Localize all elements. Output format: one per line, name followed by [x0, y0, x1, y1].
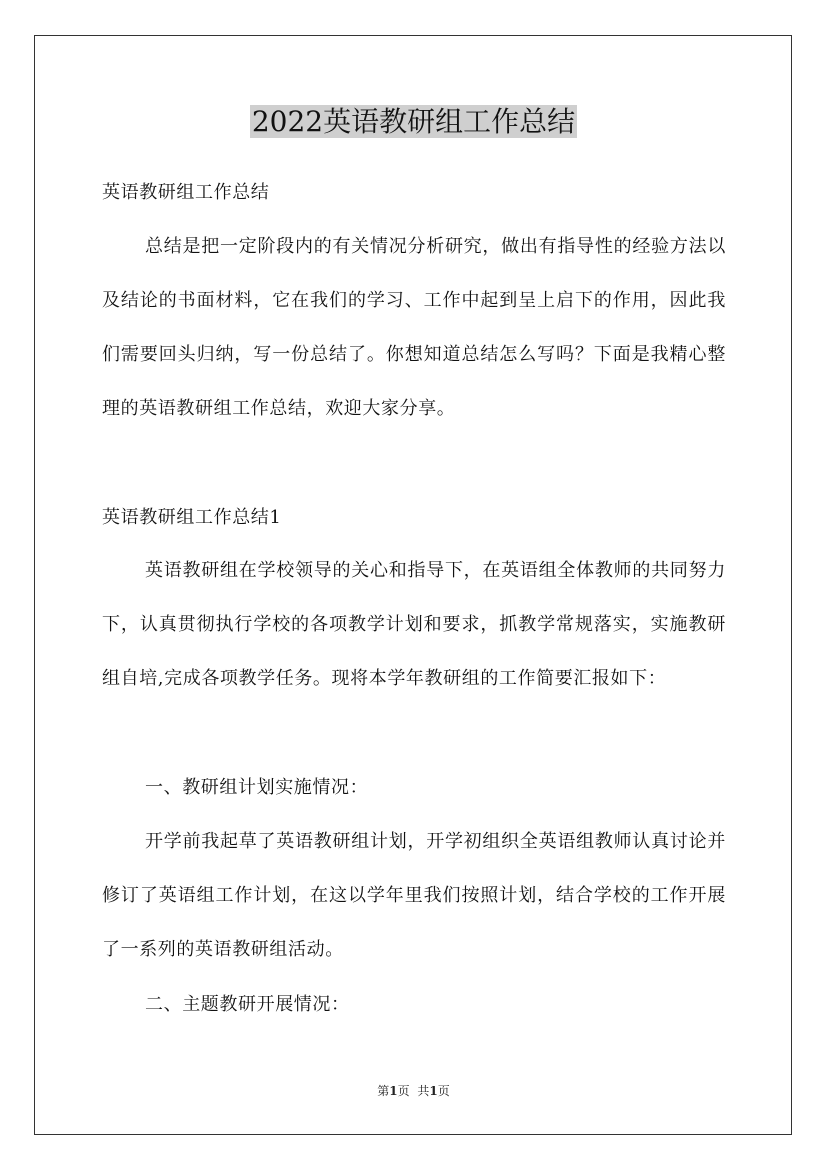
subsection-heading: 一、教研组计划实施情况： [145, 777, 369, 798]
page-suffix: 页 [397, 1084, 410, 1098]
body-paragraph: 英语教研组在学校领导的关心和指导下，在英语组全体教师的共同努力下，认真贯彻执行学校的各项教学计划和要求，抓教学常规落实，实施教研组自培,完成各项教学任务。现将本学年教研组的工作简要汇报如下： [102, 560, 726, 689]
document-title [0, 102, 827, 142]
page-prefix: 第 [377, 1084, 390, 1098]
total-suffix: 页 [437, 1084, 450, 1098]
section-heading: 英语教研组工作总结1 [102, 507, 282, 528]
intro-paragraph: 总结是把一定阶段内的有关情况分析研究，做出有指导性的经验方法以及结论的书面材料，它在我们的学习、工作中起到呈上启下的作用，因此我们需要回头归纳，写一份总结了。你想知道总结怎么写吗？下面是我精心整理的英语教研组工作总结，欢迎大家分享。 [102, 236, 726, 419]
body-paragraph: 开学前我起草了英语教研组计划，开学初组织全英语组教师认真讨论并修订了英语组工作计划，在这以学年里我们按照计划，结合学校的工作开展了一系列的英语教研组活动。 [102, 831, 726, 960]
subsection-heading: 二、主题教研开展情况： [145, 994, 350, 1015]
total-prefix: 共 [417, 1084, 430, 1098]
page-footer [0, 1082, 827, 1100]
total-pages: 1 [429, 1084, 438, 1098]
document-title-text: 2022英语教研组工作总结 [251, 105, 576, 138]
section-heading: 英语教研组工作总结 [102, 182, 270, 203]
page-number: 1 [389, 1084, 398, 1098]
